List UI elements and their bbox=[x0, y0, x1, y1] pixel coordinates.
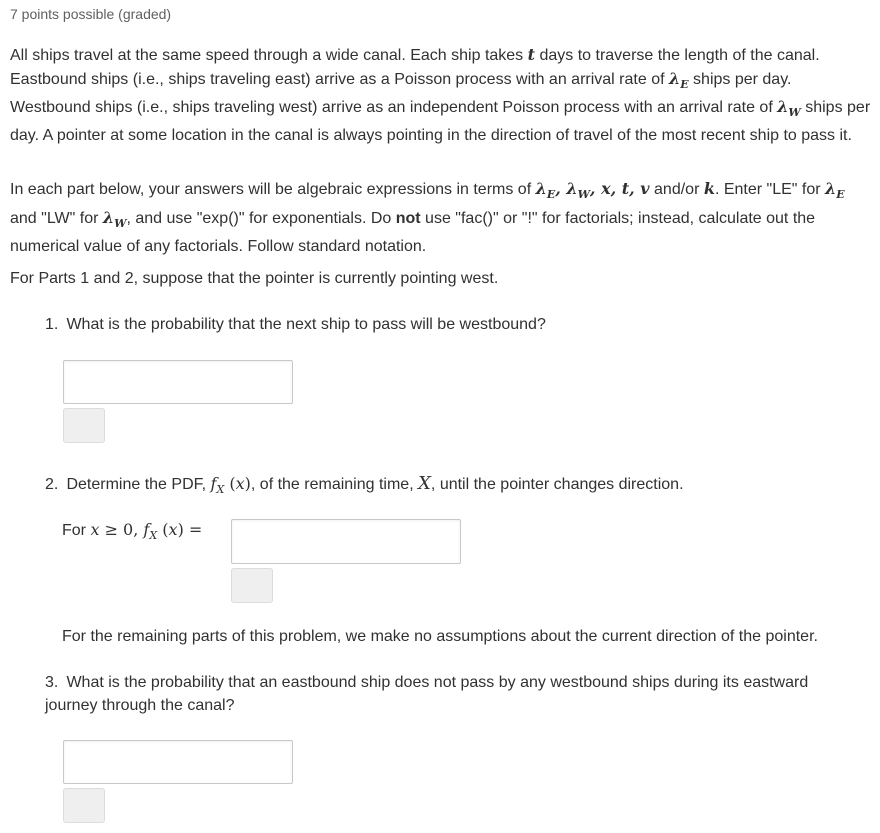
var-lambda-e: $\lambda_E$ bbox=[668, 68, 689, 91]
question-2: 2. Determine the PDF, $f_X$ (x), of the remaining time, X, until the pointer changes direction. bbox=[45, 473, 684, 497]
remaining-note: For the remaining parts of this problem, we make no assumptions about the current direction of the pointer. bbox=[62, 628, 818, 645]
answer-1-submit-button[interactable] bbox=[63, 408, 105, 443]
problem-instructions: In each part below, your answers will be algebraic expressions in terms of $\lambda_E$, $\lambda_W$, x, t, v and/or k. Enter "LE" for $\lambda_E$ and "LW" for $\lambda_W$, and use "exp()" for exponentials. Do not use "fac()" or "!" for factorials; instead, calculate out the numerical value of any factorials. Follow standard notation. bbox=[10, 179, 845, 255]
problem-intro: All ships travel at the same speed through a wide canal. Each ship takes t days to traverse the length of the canal. Eastbound ships (i.e., ships traveling east) arrive as a Poisson process with an arrival rate of $\lambda_E$ ships per day. Westbound ships (i.e., ships traveling west) arrive as an independent Poisson process with an arrival rate of $\lambda_W$ ships per day. A pointer at some location in the canal is always pointing in the direction of travel of the most recent ship to pass it. bbox=[10, 45, 871, 145]
question-1: 1. What is the probability that the next ship to pass will be westbound? bbox=[45, 316, 546, 333]
answer-2-submit-button[interactable] bbox=[231, 568, 273, 603]
answer-1-input[interactable] bbox=[63, 360, 293, 404]
answer-3-input[interactable] bbox=[63, 740, 293, 784]
question-2-prompt: For x ≥ 0, $f_X$ (x) = bbox=[62, 520, 203, 543]
parts-intro: For Parts 1 and 2, suppose that the pointer is currently pointing west. bbox=[10, 270, 499, 287]
answer-2-input[interactable] bbox=[231, 519, 461, 564]
points-label: 7 points possible (graded) bbox=[10, 6, 172, 22]
answer-3-submit-button[interactable] bbox=[63, 788, 105, 823]
question-3: 3. What is the probability that an eastbound ship does not pass by any westbound ships during its eastward journey through the canal? bbox=[45, 674, 809, 714]
var-lambda-w: $\lambda_W$ bbox=[777, 97, 801, 120]
var-t: t bbox=[527, 45, 536, 64]
